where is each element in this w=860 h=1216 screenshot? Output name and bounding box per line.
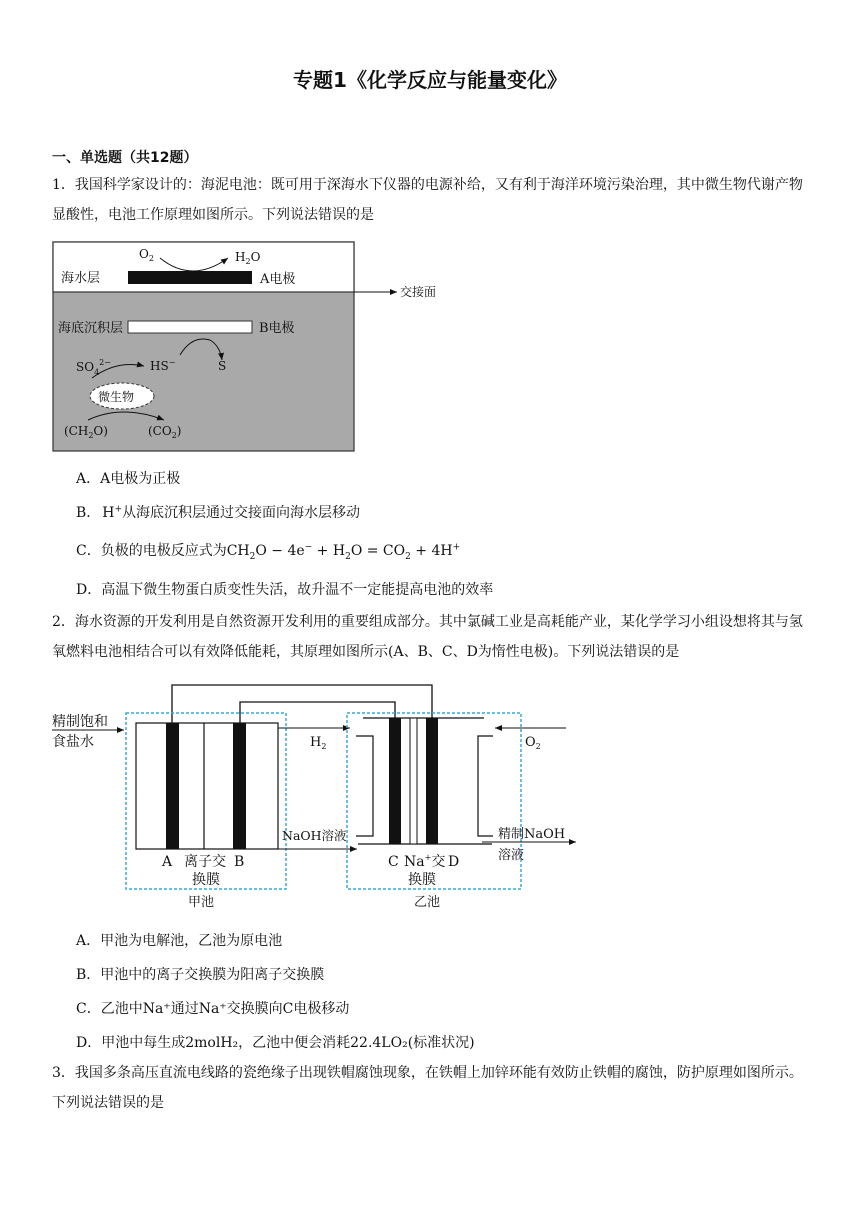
h-plus-ion: H+: [102, 504, 123, 521]
wire-outer: [172, 685, 432, 723]
interface-label: 交接面: [400, 285, 437, 299]
microbe-label: 微生物: [98, 390, 135, 404]
option-c-equation: $CH_2O - 4e^- + H_2O = CO_2 + 4H^+$: [226, 542, 461, 562]
question-1-figure: [52, 240, 437, 454]
ch2o-label: $(CH_2O)$: [64, 424, 108, 440]
electrode-a: [166, 723, 179, 849]
question-2-option-c: C．乙池中Na⁺通过Na⁺交换膜向C电极移动: [76, 1001, 350, 1017]
product-label-1: 精制NaOH: [498, 827, 566, 842]
cell-2-right-guide: [478, 736, 493, 836]
question-2-option-a: A．甲池为电解池，乙池为原电池: [76, 933, 283, 949]
hs-label: HS−: [150, 358, 176, 373]
electrode-b: [128, 321, 252, 333]
question-2-option-b: B．甲池中的离子交换膜为阳离子交换膜: [76, 967, 325, 983]
question-1-option-b: [76, 502, 360, 522]
electrode-a: [128, 271, 252, 284]
feed-label-1: 精制饱和: [52, 714, 108, 730]
electrode-b-label: B电极: [259, 321, 295, 336]
na-membrane: [410, 718, 417, 844]
so4-label: $SO_4^{2-}$: [76, 358, 111, 377]
option-b-text: 从海底沉积层通过交接面向海水层移动: [122, 505, 361, 521]
electrode-d: [426, 718, 438, 844]
o2-label: $O_2$: [139, 247, 154, 263]
cell-2-label: 乙池: [414, 895, 441, 910]
o2-label: $O_2$: [525, 735, 541, 751]
option-b-letter: B．: [76, 505, 101, 521]
naoh-label: NaOH溶液: [282, 828, 347, 843]
membrane-2-label: 换膜: [408, 872, 436, 888]
page-title: 专题1《化学反应与能量变化》: [293, 68, 567, 92]
product-label-2: 溶液: [498, 848, 525, 863]
na-label: Na+交: [404, 853, 446, 870]
seawater-label: 海水层: [61, 271, 101, 286]
membrane-1-label-2: 换膜: [192, 872, 220, 888]
electrode-b-label: B: [234, 854, 245, 870]
section-heading: 一、单选题（共12题）: [52, 150, 198, 166]
sediment-label: 海底沉积层: [58, 321, 124, 336]
membrane-1-label-1: 离子交: [184, 854, 226, 870]
h2-label: $H_2$: [310, 735, 327, 751]
cell-1-label: 甲池: [188, 895, 215, 910]
question-3-stem: 3．我国多条高压直流电线路的瓷绝缘子出现铁帽腐蚀现象，在铁帽上加锌环能有效防止铁帽的腐蚀，防护原理如图所示。下列说法错误的是: [52, 1065, 803, 1111]
electrode-c: [389, 718, 401, 844]
cell-1-tank: [136, 723, 278, 849]
question-1-option-a: A．A电极为正极: [76, 471, 181, 487]
electrode-b: [233, 723, 246, 849]
question-1-option-d: D．高温下微生物蛋白质变性失活，故升温不一定能提高电池的效率: [76, 582, 494, 598]
electrode-a-label: A: [162, 854, 173, 870]
feed-label-2: 食盐水: [52, 734, 94, 750]
co2-label: $(CO_2)$: [148, 424, 182, 440]
question-2-figure: [52, 678, 592, 912]
question-2-stem: 2．海水资源的开发利用是自然资源开发利用的重要组成部分。其中氯碱工业是高耗能产业，某化学学习小组设想将其与氢氧燃料电池相结合可以有效降低能耗，其原理如图所示(A、B、C、D为惰性电极)。下列说法错误的是: [52, 614, 803, 660]
question-2-option-d: D．甲池中每生成2molH₂，乙池中便会消耗22.4LO₂(标准状况): [76, 1035, 475, 1051]
electrode-d-label: D: [448, 854, 460, 870]
question-1-stem: 1．我国科学家设计的：海泥电池：既可用于深海水下仪器的电源补给，又有利于海洋环境污染治理，其中微生物代谢产物显酸性，电池工作原理如图所示。下列说法错误的是: [52, 177, 803, 223]
cell-2-left-guide: [356, 736, 373, 836]
option-c-text: C．负极的电极反应式为: [76, 543, 227, 559]
electrode-c-label: C: [388, 854, 399, 870]
electrode-a-label: A电极: [260, 272, 296, 287]
question-1-option-c: [76, 540, 460, 562]
s-label: S: [218, 359, 227, 373]
h2o-label: $H_2O$: [235, 250, 261, 266]
